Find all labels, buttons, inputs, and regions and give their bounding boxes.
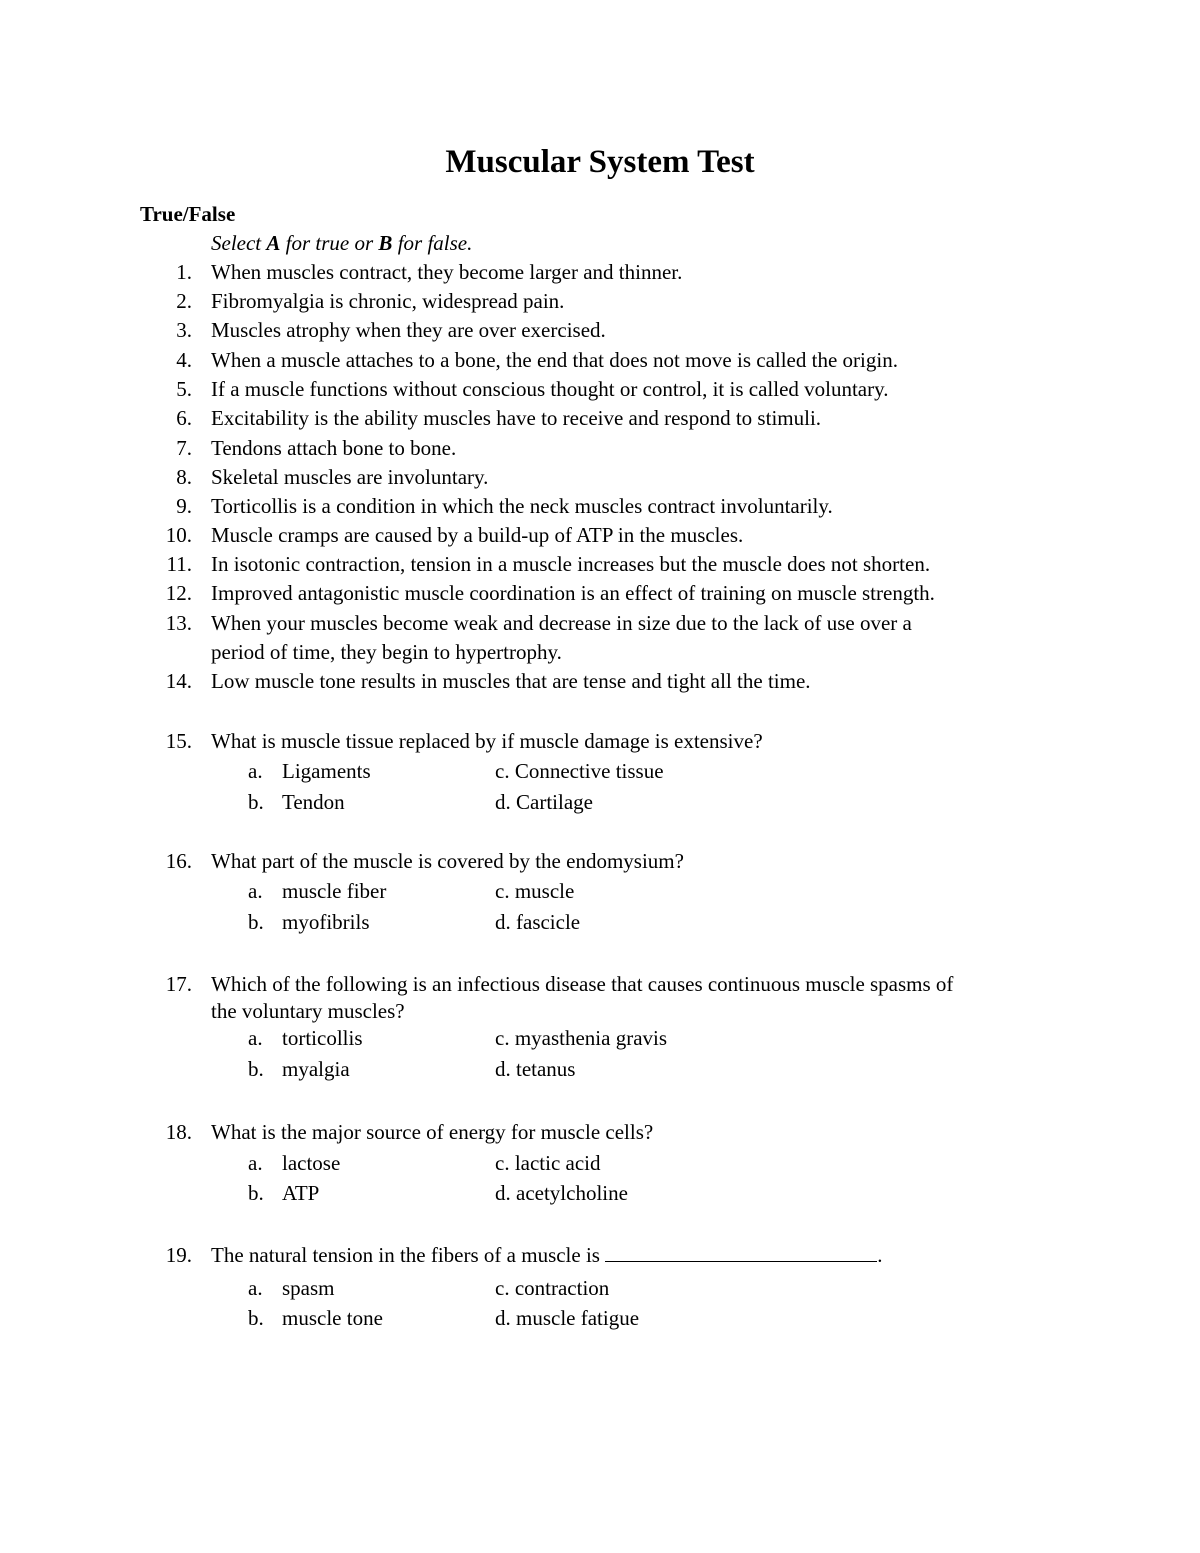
option-letter: b. — [248, 1181, 264, 1205]
question-number: 16. — [165, 849, 192, 873]
question-text: Fibromyalgia is chronic, widespread pain. — [211, 289, 565, 313]
question-text: the voluntary muscles? — [211, 999, 405, 1023]
question-number: 9. — [176, 494, 192, 518]
question-number: 4. — [176, 348, 192, 372]
option-letter: a. — [248, 759, 263, 783]
question-number: 17. — [165, 972, 192, 996]
question-text: Muscle cramps are caused by a build-up of ATP in the muscles. — [211, 523, 744, 547]
option-d: d. Cartilage — [495, 790, 593, 814]
question-text: In isotonic contraction, tension in a muscle increases but the muscle does not shorten. — [211, 552, 931, 576]
option-letter: b. — [248, 910, 264, 934]
option-letter: b. — [248, 1306, 264, 1330]
question-text: Improved antagonistic muscle coordination is an effect of training on muscle strength. — [211, 581, 935, 605]
option-b: myofibrils — [282, 910, 370, 934]
instructions-option-b: B — [378, 231, 393, 255]
question-number: 8. — [176, 465, 192, 489]
option-letter: a. — [248, 1151, 263, 1175]
question-text: Tendons attach bone to bone. — [211, 436, 457, 460]
instructions — [211, 230, 472, 256]
option-c: c. lactic acid — [495, 1151, 601, 1175]
option-a: torticollis — [282, 1026, 363, 1050]
option-d: d. muscle fatigue — [495, 1306, 640, 1330]
option-a: lactose — [282, 1151, 341, 1175]
question-text: The natural tension in the fibers of a muscle is — [211, 1243, 606, 1267]
option-d: d. acetylcholine — [495, 1181, 628, 1205]
question-text: When your muscles become weak and decrease in size due to the lack of use over a — [211, 611, 912, 635]
option-a: muscle fiber — [282, 879, 387, 903]
question-text-wrapper — [211, 1242, 882, 1268]
option-c: c. contraction — [495, 1276, 610, 1300]
question-text: period of time, they begin to hypertrophy. — [211, 640, 562, 664]
option-b: myalgia — [282, 1057, 350, 1081]
instructions-text: for true or — [280, 231, 379, 255]
question-number: 14. — [165, 669, 192, 693]
question-number: 15. — [165, 729, 192, 753]
option-letter: a. — [248, 879, 263, 903]
option-b: muscle tone — [282, 1306, 383, 1330]
instructions-text: Select — [211, 231, 267, 255]
option-letter: a. — [248, 1026, 263, 1050]
option-letter: a. — [248, 1276, 263, 1300]
question-number: 3. — [176, 318, 192, 342]
question-text: Skeletal muscles are involuntary. — [211, 465, 489, 489]
question-text: If a muscle functions without conscious thought or control, it is called voluntary. — [211, 377, 889, 401]
page-title: Muscular System Test — [445, 144, 755, 180]
question-number: 6. — [176, 406, 192, 430]
option-b: ATP — [282, 1181, 320, 1205]
question-text: When a muscle attaches to a bone, the end that does not move is called the origin. — [211, 348, 898, 372]
question-text: Low muscle tone results in muscles that are tense and tight all the time. — [211, 669, 811, 693]
question-number: 18. — [165, 1120, 192, 1144]
question-number: 2. — [176, 289, 192, 313]
option-d: d. fascicle — [495, 910, 581, 934]
option-letter: b. — [248, 790, 264, 814]
question-text: What is the major source of energy for muscle cells? — [211, 1120, 654, 1144]
question-text: Torticollis is a condition in which the neck muscles contract involuntarily. — [211, 494, 833, 518]
question-text: What part of the muscle is covered by the endomysium? — [211, 849, 684, 873]
section-heading: True/False — [140, 202, 236, 226]
option-c: c. Connective tissue — [495, 759, 664, 783]
question-number: 13. — [165, 611, 192, 635]
question-number: 12. — [165, 581, 192, 605]
question-number: 1. — [176, 260, 192, 284]
option-a: Ligaments — [282, 759, 371, 783]
option-c: c. myasthenia gravis — [495, 1026, 668, 1050]
question-text: Which of the following is an infectious disease that causes continuous muscle spasms of — [211, 972, 954, 996]
question-text-end: . — [877, 1243, 883, 1267]
instructions-text: for false. — [392, 231, 473, 255]
question-number: 10. — [165, 523, 192, 547]
option-letter: b. — [248, 1057, 264, 1081]
instructions-option-a: A — [266, 231, 281, 255]
question-number: 19. — [165, 1243, 192, 1267]
question-text: Excitability is the ability muscles have to receive and respond to stimuli. — [211, 406, 822, 430]
question-text: Muscles atrophy when they are over exercised. — [211, 318, 606, 342]
option-d: d. tetanus — [495, 1057, 576, 1081]
option-c: c. muscle — [495, 879, 575, 903]
question-number: 7. — [176, 436, 192, 460]
question-text: When muscles contract, they become larger and thinner. — [211, 260, 683, 284]
answer-blank[interactable] — [605, 1243, 877, 1262]
question-text: What is muscle tissue replaced by if muscle damage is extensive? — [211, 729, 763, 753]
question-number: 11. — [166, 552, 192, 576]
question-number: 5. — [176, 377, 192, 401]
option-b: Tendon — [282, 790, 345, 814]
option-a: spasm — [282, 1276, 335, 1300]
